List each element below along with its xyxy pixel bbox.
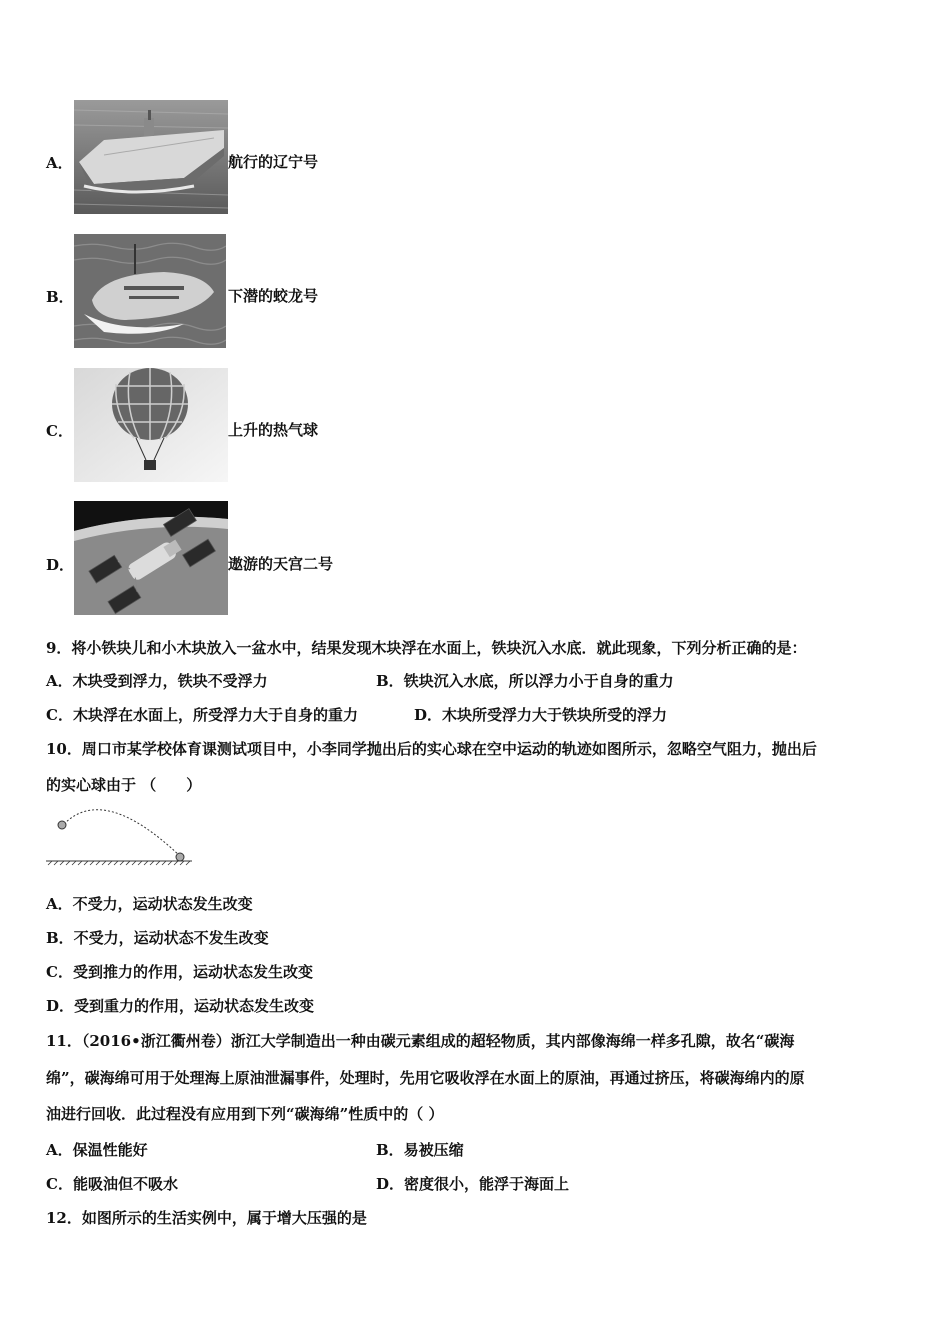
hot-air-balloon-photo: [74, 368, 228, 482]
submersible-photo: [74, 234, 226, 348]
option-letter: A．: [46, 154, 73, 172]
option-caption: 航行的辽宁号: [228, 153, 319, 171]
choice-d: D．木块所受浮力大于铁块所受的浮力: [414, 706, 668, 724]
option-letter: C．: [46, 422, 73, 440]
question-stem: 10．周口市某学校体育课测试项目中，小李同学抛出后的实心球在空中运动的轨迹如图所示，忽略空气阻力，抛出后: [46, 740, 817, 758]
choice-b: B．不受力，运动状态不发生改变: [46, 929, 269, 947]
question-stem: 11．（2016•浙江衢州卷）浙江大学制造出一种由碳元素组成的超轻物质，其内部像海绵一样多孔隙，故名“碳海: [46, 1032, 795, 1050]
question-stem: 9．将小铁块儿和小木块放入一盆水中，结果发现木块浮在水面上，铁块沉入水底．就此现象，下列分析正确的是：: [46, 639, 807, 657]
option-letter: D．: [46, 556, 75, 574]
choice-d: D．密度很小，能浮于海面上: [376, 1175, 570, 1193]
choice-a: A．保温性能好: [46, 1141, 148, 1159]
choice-b: B．易被压缩: [376, 1141, 464, 1159]
question-stem-continued: 的实心球由于 （ ）: [46, 776, 202, 794]
option-caption: 上升的热气球: [228, 421, 319, 439]
choice-a: A．不受力，运动状态发生改变: [46, 895, 253, 913]
option-letter: B．: [46, 288, 74, 306]
question-stem-continued: 绵”，碳海绵可用于处理海上原油泄漏事件，处理时，先用它吸收浮在水面上的原油，再通过挤压，将碳海绵内的原: [46, 1069, 805, 1087]
question-stem: 12．如图所示的生活实例中，属于增大压强的是: [46, 1209, 367, 1227]
aircraft-carrier-photo: [74, 100, 228, 214]
choice-c: C．能吸油但不吸水: [46, 1175, 178, 1193]
option-caption: 遨游的天宫二号: [228, 555, 334, 573]
choice-d: D．受到重力的作用，运动状态发生改变: [46, 997, 315, 1015]
question-stem-continued: 油进行回收．此过程没有应用到下列“碳海绵”性质中的（ ）: [46, 1105, 444, 1123]
choice-c: C．受到推力的作用，运动状态发生改变: [46, 963, 313, 981]
space-station-photo: [74, 501, 228, 615]
trajectory-diagram: [44, 802, 196, 866]
choice-a: A．木块受到浮力，铁块不受浮力: [46, 672, 268, 690]
choice-c: C．木块浮在水面上，所受浮力大于自身的重力: [46, 706, 358, 724]
option-caption: 下潜的蛟龙号: [228, 287, 319, 305]
choice-b: B．铁块沉入水底，所以浮力小于自身的重力: [376, 672, 674, 690]
